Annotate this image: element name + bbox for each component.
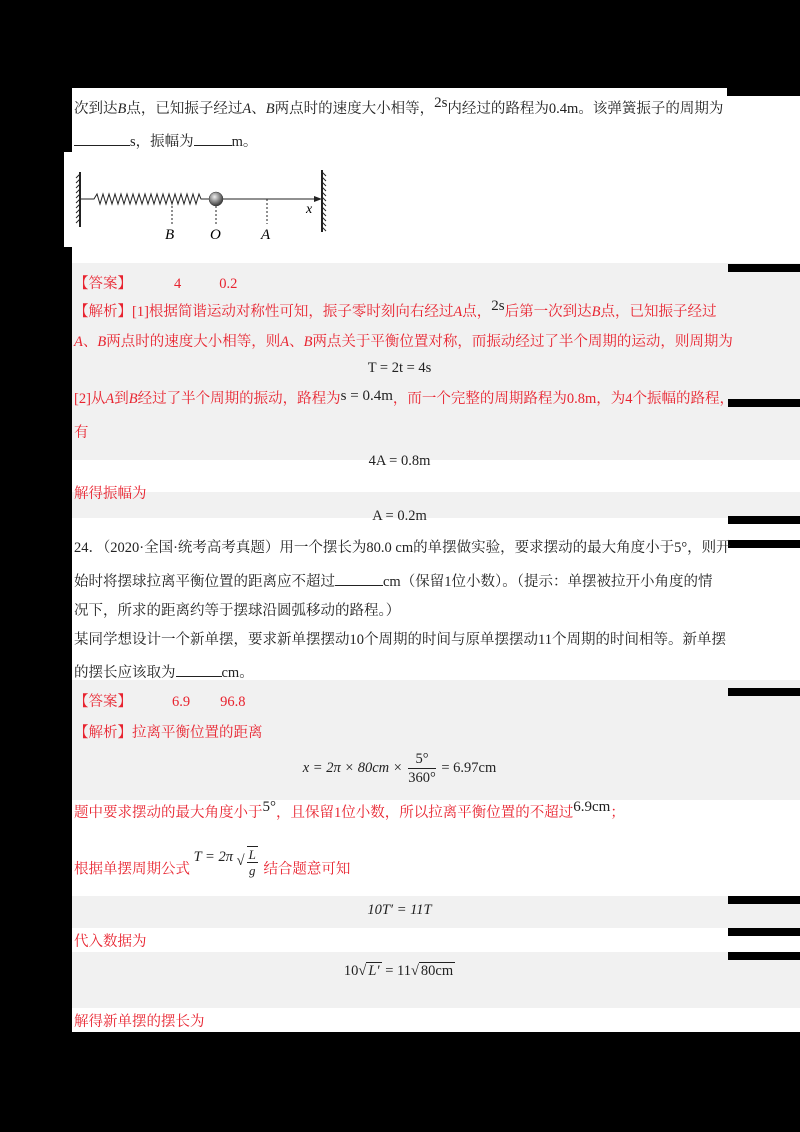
text: 始时将摆球拉离平衡位置的距离应不超过 bbox=[74, 574, 335, 590]
var-B: B bbox=[97, 334, 107, 350]
edge-bar bbox=[728, 952, 800, 960]
answer-value-2: 0.2 bbox=[219, 276, 238, 292]
angle-5deg: 5° bbox=[262, 799, 276, 815]
label-A: A bbox=[261, 227, 271, 243]
analysis-label: 【解析】 bbox=[74, 304, 132, 320]
formula-amplitude: A = 0.2m bbox=[372, 508, 427, 524]
text: 后第一次到达 bbox=[504, 304, 592, 320]
page-top-strip bbox=[72, 88, 727, 96]
text: 结合题意可知 bbox=[263, 861, 351, 878]
formula-part: 80cm bbox=[420, 963, 454, 979]
formula-distance: s = 0.4m bbox=[340, 388, 393, 404]
formula-part: = 11 bbox=[381, 963, 411, 979]
var-B: B bbox=[117, 101, 127, 117]
value-6-9cm: 6.9cm bbox=[573, 799, 611, 815]
text: 的摆长应该取为 bbox=[74, 665, 176, 681]
q24-line-1: 24．（2020·全国·统考高考真题）用一个摆长为80.0 cm的单摆做实验，要求摆动的最大角度小于5°，则开 bbox=[74, 540, 731, 556]
formula-period: T = 2t = 4s bbox=[367, 360, 432, 376]
formula-10T: 10T′ = 11T bbox=[367, 902, 432, 918]
formula-band-3 bbox=[72, 952, 800, 1008]
text: 经过了半个周期的振动，路程为 bbox=[137, 391, 341, 407]
q23-line-1 bbox=[74, 95, 724, 118]
text: 、 bbox=[251, 101, 266, 117]
text: [1]根据简谐运动对称性可知，振子零时刻向右经过 bbox=[132, 304, 454, 320]
var-A: A bbox=[74, 334, 83, 350]
text: 题中要求摆动的最大角度小于 bbox=[74, 805, 263, 821]
q23-answer bbox=[74, 275, 237, 293]
time-2s: 2s bbox=[491, 298, 505, 314]
edge-bar bbox=[728, 516, 800, 524]
answer-blank-amplitude[interactable] bbox=[194, 131, 232, 146]
q24-answer bbox=[74, 693, 246, 711]
text: cm。 bbox=[221, 665, 254, 681]
var-A: A bbox=[280, 334, 290, 350]
edge-bar bbox=[728, 399, 800, 407]
formula-x bbox=[72, 750, 727, 787]
denominator: g bbox=[248, 863, 256, 878]
q24-line-4: 某同学想设计一个新单摆，要求新单摆摆动10个周期的时间与原单摆摆动11个周期的时间相等。新单摆 bbox=[74, 632, 726, 648]
text: 到 bbox=[114, 391, 129, 407]
text: m。 bbox=[231, 134, 258, 150]
sqrt-fraction: √ $\frac{L}{g}$ bbox=[236, 847, 256, 878]
edge-bar bbox=[728, 896, 800, 904]
formula-part: 10 bbox=[343, 963, 359, 979]
answer-value-1: 4 bbox=[174, 276, 182, 292]
fraction bbox=[408, 750, 436, 787]
text: ，而一个完整的周期路程为0.8m，为4个振幅的路程， bbox=[392, 391, 735, 407]
text: 点，已知振子经过 bbox=[600, 304, 717, 320]
q23-analysis-line-1 bbox=[74, 298, 717, 321]
numerator: L bbox=[248, 847, 256, 862]
spring-oscillator-figure bbox=[64, 152, 364, 247]
text: s，振幅为 bbox=[130, 134, 194, 150]
formula-sqrt: 10√ L′ = 11√ 80cm bbox=[343, 963, 454, 979]
q23-analysis-line-3 bbox=[74, 390, 734, 408]
edge-bar bbox=[728, 264, 800, 272]
q23-line-2 bbox=[74, 131, 257, 151]
label-B: B bbox=[165, 227, 175, 243]
text: 、 bbox=[289, 334, 304, 350]
text: 点， bbox=[462, 304, 492, 320]
text: 两点关于平衡位置对称，而振动经过了半个周期的运动，则周期为 bbox=[312, 334, 733, 350]
var-A: A bbox=[105, 391, 115, 407]
answer-value-1: 6.9 bbox=[172, 694, 191, 710]
time-2s: 2s bbox=[434, 95, 448, 111]
q24-analysis-line-3 bbox=[74, 847, 351, 886]
text: cm（保留1位小数）。（提示：单摆被拉开小角度的情 bbox=[383, 574, 713, 590]
q24-analysis-line-4: 代入数据为 bbox=[74, 934, 147, 950]
var-B: B bbox=[265, 101, 275, 117]
edge-bar bbox=[728, 928, 800, 936]
formula-part: x = 2π × 80cm × bbox=[302, 759, 403, 776]
text: 根据单摆周期公式 bbox=[74, 861, 190, 878]
text: 、 bbox=[82, 334, 98, 350]
q23-analysis-line-5: 解得振幅为 bbox=[74, 486, 147, 502]
var-A: A bbox=[453, 304, 463, 320]
var-B: B bbox=[303, 334, 313, 350]
text: 拉离平衡位置的距离 bbox=[132, 725, 263, 741]
text: ； bbox=[610, 805, 625, 821]
q24-line-3: 况下，所求的距离约等于摆球沿圆弧移动的路程。） bbox=[74, 603, 401, 619]
formula-part: L′ bbox=[368, 963, 380, 979]
analysis-label: 【解析】 bbox=[74, 725, 132, 741]
formula-part: = 6.97cm bbox=[441, 759, 497, 776]
formula-pendulum: T = 2π bbox=[193, 849, 233, 866]
text: 两点时的速度大小相等，则 bbox=[106, 334, 281, 350]
text: 次到达 bbox=[74, 101, 118, 117]
text: 两点时的速度大小相等， bbox=[274, 101, 435, 117]
q24-analysis-line-1 bbox=[74, 724, 263, 742]
answer-label: 【答案】 bbox=[74, 694, 132, 710]
formula-4A: 4A = 0.8m bbox=[368, 453, 431, 469]
edge-bar bbox=[728, 688, 800, 696]
answer-value-2: 96.8 bbox=[220, 694, 246, 710]
numerator: 5° bbox=[408, 750, 436, 769]
var-B: B bbox=[128, 391, 138, 407]
answer-blank-period[interactable] bbox=[74, 131, 130, 146]
edge-bar bbox=[728, 540, 800, 548]
text: ，且保留1位小数，所以拉离平衡位置的不超过 bbox=[276, 805, 574, 821]
label-O: O bbox=[210, 227, 221, 243]
var-B: B bbox=[591, 304, 601, 320]
var-A: A bbox=[242, 101, 252, 117]
q24-analysis-line-2 bbox=[74, 799, 625, 822]
denominator: 360° bbox=[408, 770, 436, 786]
answer-blank-distance[interactable] bbox=[335, 571, 383, 586]
q23-analysis-line-4: 有 bbox=[74, 425, 89, 441]
text: 点，已知振子经过 bbox=[126, 101, 243, 117]
label-x: x bbox=[306, 202, 313, 217]
text: [2]从 bbox=[74, 391, 106, 407]
q24-analysis-line-5: 解得新单摆的摆长为 bbox=[74, 1014, 205, 1030]
answer-blank-length[interactable] bbox=[176, 662, 222, 677]
text: 内经过的路程为0.4m。该弹簧振子的周期为 bbox=[447, 101, 724, 117]
q24-line-2 bbox=[74, 571, 712, 591]
q23-analysis-line-2 bbox=[74, 333, 733, 351]
q24-line-5 bbox=[74, 662, 254, 682]
answer-label: 【答案】 bbox=[74, 276, 132, 292]
